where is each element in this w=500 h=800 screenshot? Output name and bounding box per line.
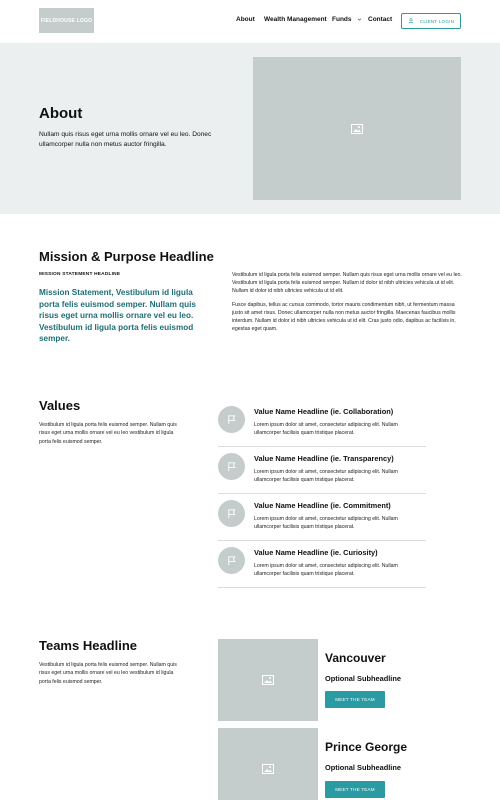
value-description: Lorem ipsum dolor sit amet, consectetur adipiscing elit. Nullam ullamcorper facilisis quam tristique placerat. [254,563,398,578]
image-icon [351,124,363,134]
about-hero [0,43,500,214]
flag-icon [218,547,245,574]
teams-headline: Teams Headline [39,638,138,653]
mission-paragraph: Vestibulum id ligula porta felis euismod semper. Nullam quis risus eget urna mollis ornare vel eu leo. Vestibulum id ligula porta felis euismod semper. Nullam id dolor id nibh ultricies vehicula ut id elit. Nullam id dolor id nibh ultricies vehicula ut id elit. [232,272,462,295]
meet-the-team-button[interactable]: MEET THE TEAM [325,781,385,798]
value-item [218,494,426,541]
image-icon [262,675,274,685]
nav-item-funds-label: Funds [332,16,352,23]
mission-paragraph: Fusce dapibus, tellus ac cursus commodo, tortor mauris condimentum nibh, ut fermentum massa justo sit amet risus. Donec ullamcorper nulla non metus auctor fringilla. Maecenas faucibus mollis interdum. Nullam id dolor id nibh ultricies vehicula ut id elit. Cras justo odio, dapibus ac facilisis in, egestas eget quam. [232,301,456,333]
teams-intro: Vestibulum id ligula porta felis euismod semper. Nullam quis risus eget urna mollis ornare vel eu leo vestibulum id ligula porta felis euismod semper. [39,662,177,685]
image-icon [262,764,274,774]
nav-item-about[interactable]: About [236,16,255,23]
value-item [218,447,426,494]
team-image-placeholder [218,728,318,800]
value-title: Value Name Headline (ie. Curiosity) [254,548,378,557]
mission-headline: Mission & Purpose Headline [39,249,214,264]
user-icon [408,18,414,24]
value-title: Value Name Headline (ie. Commitment) [254,501,391,510]
nav-item-funds[interactable] [332,16,362,23]
values-headline: Values [39,398,81,413]
site-header [0,0,500,43]
meet-the-team-button[interactable]: MEET THE TEAM [325,691,385,708]
mission-statement: Mission Statement, Vestibulum id ligula porta felis euismod semper. Nullam quis risus eget urna mollis ornare vel eu leo. Vestibulum id ligula porta felis euismod semper. [39,288,196,343]
values-intro: Vestibulum id ligula porta felis euismod semper. Nullam quis risus eget urna mollis ornare vel eu leo vestibulum id ligula porta felis euismod semper. [39,422,177,445]
value-item [218,541,426,588]
team-image-placeholder [218,639,318,721]
value-title: Value Name Headline (ie. Transparency) [254,454,394,463]
flag-icon [218,406,245,433]
value-item [218,400,426,447]
value-description: Lorem ipsum dolor sit amet, consectetur adipiscing elit. Nullam ullamcorper facilisis quam tristique placerat. [254,469,398,484]
value-description: Lorem ipsum dolor sit amet, consectetur adipiscing elit. Nullam ullamcorper facilisis quam tristique placerat. [254,422,398,437]
client-login-label: CLIENT LOGIN [419,18,455,24]
team-name: Prince George [325,740,408,754]
value-title: Value Name Headline (ie. Collaboration) [254,407,394,416]
flag-icon [218,500,245,527]
hero-image-placeholder [253,57,461,200]
team-name: Vancouver [325,651,386,665]
chevron-down-icon [357,17,362,22]
nav-item-contact[interactable]: Contact [368,16,393,23]
site-logo[interactable]: FIELDHOUSE LOGO [39,8,94,33]
client-login-button[interactable] [401,13,461,29]
team-subheadline: Optional Subheadline [325,763,401,772]
flag-icon [218,453,245,480]
value-description: Lorem ipsum dolor sit amet, consectetur adipiscing elit. Nullam ullamcorper facilisis quam tristique placerat. [254,516,398,531]
page-title: About [39,105,83,122]
nav-item-wealth-management[interactable]: Wealth Management [264,16,327,23]
mission-body [232,271,463,333]
hero-text: Nullam quis risus eget urna mollis ornare vel eu leo. Donec ullamcorper nulla non metus auctor fringilla. [39,131,212,148]
team-subheadline: Optional Subheadline [325,674,401,683]
mission-statement-label: MISSION STATEMENT HEADLINE [39,272,121,277]
